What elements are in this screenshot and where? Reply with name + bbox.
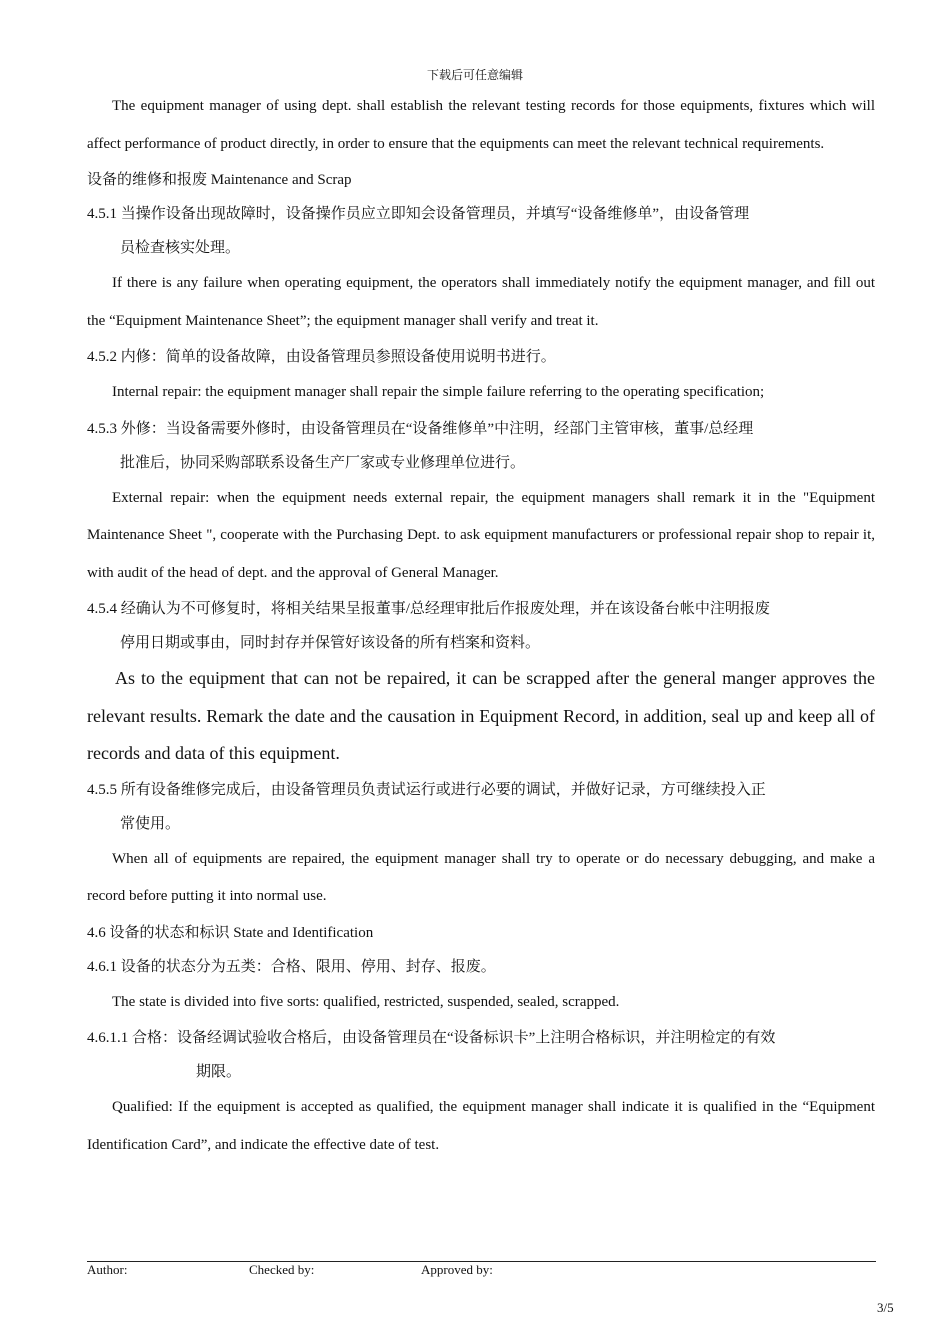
footer-author-label: Author: — [87, 1262, 128, 1277]
clause-4-5-4-line1: 4.5.4 经确认为不可修复时，将相关结果呈报董事/总经理审批后作报废处理，并在该设备台帐中注明报废 — [87, 601, 770, 617]
paragraph-testing-records: The equipment manager of using dept. shall establish the relevant testing records for those equipments, fixtures which will affect performance of product directly, in order to ensure that the equipments can meet the relevant technical requirements. — [87, 98, 875, 152]
clause-4-6-1-1-english: Qualified: If the equipment is accepted as qualified, the equipment manager shall indicate it is qualified in the “Equipment Identification Card”, and indicate the effective date of test. — [87, 1099, 875, 1153]
clause-4-6-1-1-line2: 期限。 — [196, 1064, 242, 1080]
clause-4-5-4-english: As to the equipment that can not be repaired, it can be scrapped after the general manger approves the relevant results. Remark the date and the causation in Equipment Record, in addition, seal up and keep all of records and data of this equipment. — [87, 668, 875, 763]
heading-maintenance-scrap: 设备的维修和报废 Maintenance and Scrap — [87, 172, 352, 188]
clause-4-5-5-line1: 4.5.5 所有设备维修完成后，由设备管理员负责试运行或进行必要的调试，并做好记录，方可继续投入正 — [87, 781, 766, 798]
page-header-note: 下载后可任意编辑 — [426, 68, 523, 82]
clause-4-5-1-line1: 4.5.1 当操作设备出现故障时，设备操作员应立即知会设备管理员，并填写“设备维修单”，由设备管理 — [87, 206, 750, 222]
clause-4-5-3-line2: 批准后，协同采购部联系设备生产厂家或专业修理单位进行。 — [120, 454, 526, 471]
clause-4-5-4 — [87, 592, 875, 660]
clause-4-5-1-line2: 员检查核实处理。 — [120, 240, 241, 256]
footer-checked-label: Checked by: — [249, 1262, 315, 1277]
clause-4-5-1-english: If there is any failure when operating equipment, the operators shall immediately notify the equipment manager, and fill out the “Equipment Maintenance Sheet”; the equipment manager shall verify and treat it. — [87, 275, 875, 329]
clause-4-5-3-line1: 4.5.3 外修：当设备需要外修时，由设备管理员在“设备维修单”中注明，经部门主管审核，董事/总经理 — [87, 420, 754, 437]
document-body — [87, 88, 875, 1164]
clause-4-6-1-1-line1: 4.6.1.1 合格：设备经调试验收合格后，由设备管理员在“设备标识卡”上注明合格标识，并注明检定的有效 — [87, 1030, 776, 1046]
clause-4-5-5-english: When all of equipments are repaired, the equipment manager shall try to operate or do necessary debugging, and make a record before putting it into normal use. — [87, 850, 875, 904]
clause-4-5-5-line2: 常使用。 — [120, 815, 181, 832]
clause-4-5-3-english: External repair: when the equipment needs external repair, the equipment managers shall remark it in the "Equipment Maintenance Sheet ", cooperate with the Purchasing Dept. to ask equipment manufacturers or professional repair shop to repair it, with audit of the head of dept. and the approval of General Manager. — [87, 489, 875, 581]
clause-4-5-2-english: Internal repair: the equipment manager shall repair the simple failure referring to the operating specification; — [112, 384, 765, 400]
clause-4-5-1 — [87, 197, 875, 265]
heading-4-6-state-identification: 4.6 设备的状态和标识 State and Identification — [87, 924, 374, 941]
clause-4-5-2: 4.5.2 内修：简单的设备故障，由设备管理员参照设备使用说明书进行。 — [87, 349, 556, 365]
clause-4-6-1-1 — [87, 1021, 875, 1089]
clause-4-6-1-english: The state is divided into five sorts: qualified, restricted, suspended, sealed, scrapped. — [112, 993, 620, 1010]
footer-approved-label: Approved by: — [421, 1262, 493, 1277]
clause-4-6-1: 4.6.1 设备的状态分为五类：合格、限用、停用、封存、报废。 — [87, 958, 496, 975]
clause-4-5-5 — [87, 773, 875, 841]
page-number: 3/5 — [877, 1300, 894, 1315]
clause-4-5-3 — [87, 412, 875, 480]
clause-4-5-4-line2: 停用日期或事由，同时封存并保管好该设备的所有档案和资料。 — [120, 635, 541, 651]
